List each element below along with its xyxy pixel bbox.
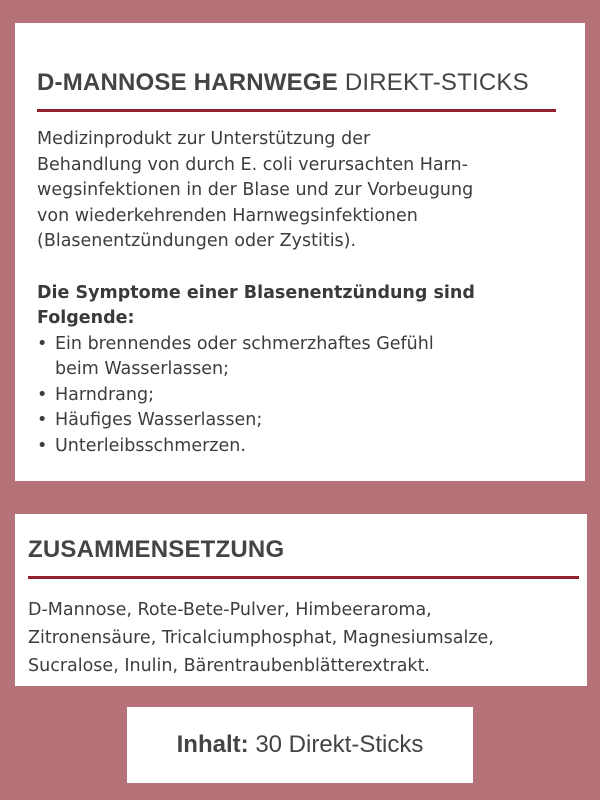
symptom-text: Unterleibsschmerzen. [55,435,246,456]
symptoms-list [37,332,563,460]
description-line: Behandlung von durch E. coli verursachten Harn- [37,154,468,175]
description-line: (Blasenentzündungen oder Zystitis). [37,231,357,251]
symptoms-heading-line: Die Symptome einer Blasenentzündung sind [37,282,475,303]
bullet-icon: • [37,384,48,405]
symptom-text: Harndrang; [55,384,154,405]
list-item [37,434,563,460]
symptom-text: Häufiges Wasserlassen; [55,410,263,430]
contents-value: 30 Direkt-Sticks [255,731,424,758]
description-line: wegsinfektionen in der Blase und zur Vorbeugung [37,180,474,200]
list-item [37,332,563,383]
symptoms-heading-line: Folgende: [37,308,135,328]
contents-text [177,731,424,759]
composition-heading-text: ZUSAMMENSETZUNG [28,536,285,563]
product-title [37,69,563,97]
contents-label: Inhalt: [176,731,249,758]
list-item [37,383,563,409]
product-title-regular: DIREKT-STICKS [344,69,529,96]
ingredients-line: Sucralose, Inulin, Bärentraubenblätterextrakt. [28,656,430,676]
title-divider [37,109,556,112]
symptom-text: Ein brennendes oder schmerzhaftes Gefühl [55,333,434,354]
composition-card [15,514,587,686]
composition-divider [28,576,579,579]
description-line: Medizinprodukt zur Unterstützung der [37,129,371,149]
bullet-icon: • [37,410,48,430]
ingredients-line: Zitronensäure, Tricalciumphosphat, Magnesiumsalze, [28,628,494,648]
composition-heading [28,536,565,564]
product-info-card [15,23,585,481]
bullet-icon: • [37,435,48,456]
product-description [37,127,547,255]
description-line: von wiederkehrenden Harnwegsinfektionen [37,205,418,226]
contents-card [127,707,473,783]
product-title-bold: D-MANNOSE HARNWEGE [37,69,338,96]
symptom-text: beim Wasserlassen; [55,359,230,379]
bullet-icon: • [37,333,48,354]
list-item [37,408,563,434]
composition-ingredients [28,596,565,680]
ingredients-line: D-Mannose, Rote-Bete-Pulver, Himbeeraroma, [28,600,432,620]
symptoms-heading [37,281,563,332]
